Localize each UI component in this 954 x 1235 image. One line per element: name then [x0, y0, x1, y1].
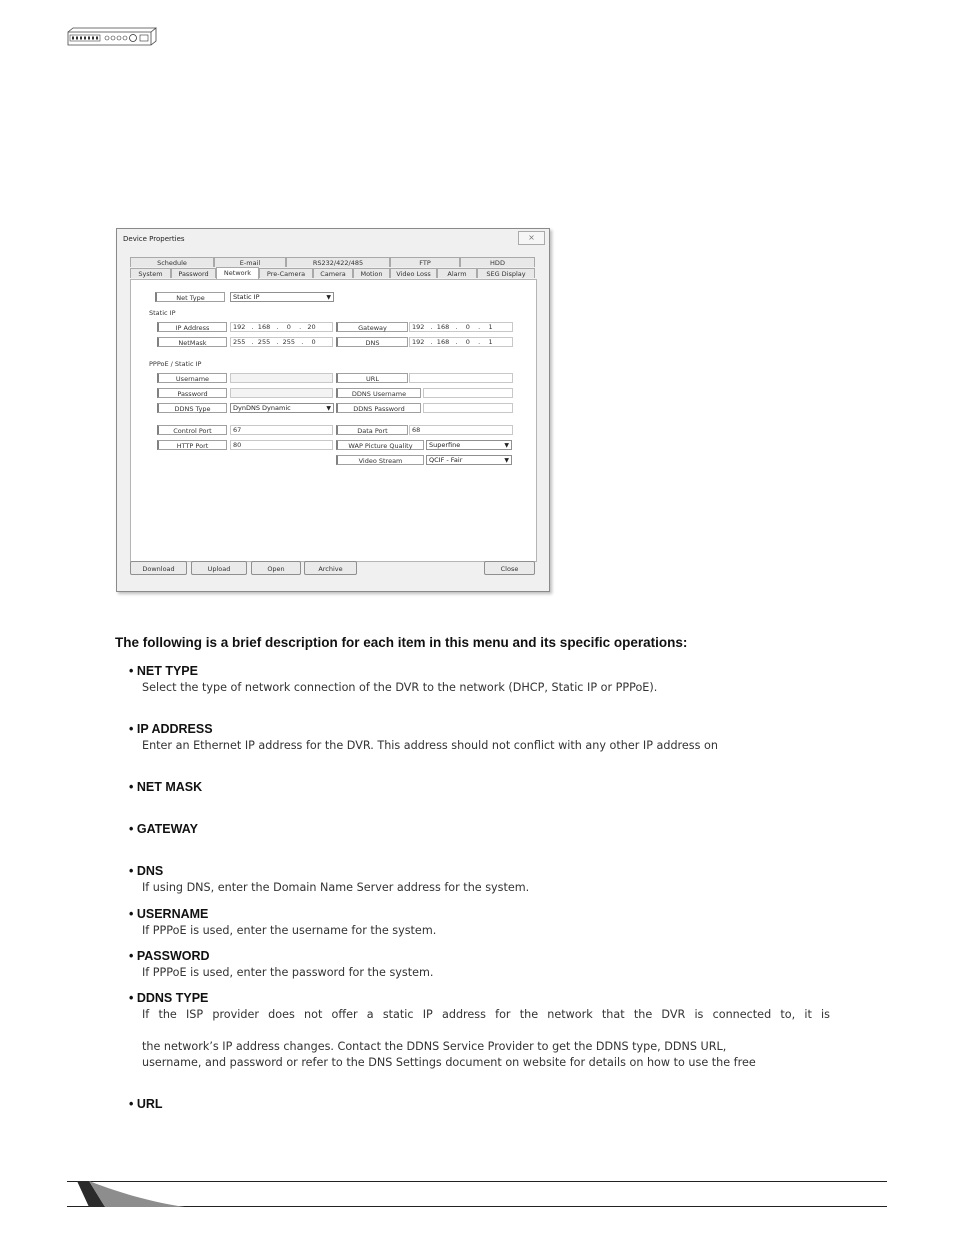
- ip-address-field[interactable]: 192 . 168 . 0 . 20: [230, 322, 333, 332]
- netmask-label: NetMask: [157, 337, 227, 347]
- url-label: URL: [336, 373, 408, 383]
- tab-row-top: [130, 257, 535, 267]
- ddns-type-value: DynDNS Dynamic: [233, 404, 291, 412]
- control-port-field[interactable]: 67: [230, 425, 333, 435]
- video-stream-value: QCIF - Fair: [429, 456, 463, 464]
- download-button[interactable]: Download: [130, 561, 187, 575]
- net-mask-heading: • NET MASK: [129, 780, 203, 794]
- tab-email[interactable]: E-mail: [214, 257, 286, 267]
- tab-rs232[interactable]: RS232/422/485: [286, 257, 390, 267]
- dialog-title: Device Properties: [123, 235, 185, 243]
- url-heading: • URL: [129, 1097, 163, 1111]
- ddns-username-field[interactable]: [423, 388, 513, 398]
- tab-hdd[interactable]: HDD: [460, 257, 535, 267]
- username-heading: • USERNAME: [129, 907, 209, 921]
- footer-swoosh-graphic: [75, 1181, 185, 1207]
- tab-row-bottom: [130, 268, 535, 278]
- dropdown-arrow-icon: ▼: [504, 457, 509, 464]
- dns-field[interactable]: 192 . 168 . 0 . 1: [409, 337, 513, 347]
- username-desc: If PPPoE is used, enter the username for the system.: [142, 924, 437, 937]
- footer-rule-bottom: [67, 1206, 887, 1207]
- username-field[interactable]: [230, 373, 333, 383]
- tab-ftp[interactable]: FTP: [390, 257, 460, 267]
- net-type-label: Net Type: [155, 292, 225, 302]
- password-desc: If PPPoE is used, enter the password for the system.: [142, 966, 434, 979]
- dns-desc: If using DNS, enter the Domain Name Server address for the system.: [142, 881, 530, 894]
- net-type-desc: Select the type of network connection of the DVR to the network (DHCP, Static IP or PPPoE).: [142, 681, 658, 694]
- dns-heading: • DNS: [129, 864, 164, 878]
- open-button[interactable]: Open: [251, 561, 301, 575]
- network-panel: [130, 279, 537, 562]
- dvr-device-icon: [67, 27, 157, 46]
- static-ip-group-label: Static IP: [149, 309, 176, 317]
- ip-address-heading: • IP ADDRESS: [129, 722, 213, 736]
- tab-password[interactable]: Password: [171, 268, 216, 278]
- ddns-type-desc-3: username, and password or refer to the DNS Settings document on website for details on how to use the free: [142, 1056, 756, 1069]
- ddns-password-field[interactable]: [423, 403, 513, 413]
- dropdown-arrow-icon: ▼: [326, 294, 331, 301]
- intro-text: The following is a brief description for each item in this menu and its specific operations:: [115, 635, 688, 650]
- wap-quality-value: Superfine: [429, 441, 461, 449]
- upload-button[interactable]: Upload: [191, 561, 247, 575]
- archive-button[interactable]: Archive: [304, 561, 357, 575]
- pppoe-group-label: PPPoE / Static IP: [149, 360, 202, 368]
- video-stream-select[interactable]: [426, 455, 512, 465]
- tab-camera[interactable]: Camera: [313, 268, 353, 278]
- ddns-password-label: DDNS Password: [336, 403, 421, 413]
- password-label: Password: [157, 388, 227, 398]
- ddns-type-heading: • DDNS TYPE: [129, 991, 209, 1005]
- control-port-label: Control Port: [157, 425, 227, 435]
- footer-rule-top: [67, 1181, 887, 1182]
- ddns-type-label: DDNS Type: [157, 403, 227, 413]
- data-port-label: Data Port: [336, 425, 408, 435]
- device-properties-dialog: [116, 228, 550, 592]
- gateway-label: Gateway: [336, 322, 408, 332]
- net-type-value: Static IP: [233, 293, 260, 301]
- tab-schedule[interactable]: Schedule: [130, 257, 214, 267]
- username-label: Username: [157, 373, 227, 383]
- ddns-type-select[interactable]: [230, 403, 334, 413]
- ip-address-label: IP Address: [157, 322, 227, 332]
- tab-alarm[interactable]: Alarm: [437, 268, 477, 278]
- close-button[interactable]: Close: [484, 561, 535, 575]
- tab-network[interactable]: Network: [216, 267, 259, 279]
- http-port-label: HTTP Port: [157, 440, 227, 450]
- ip-address-desc: Enter an Ethernet IP address for the DVR. This address should not conflict with any other IP address on: [142, 739, 718, 752]
- net-type-select[interactable]: [230, 292, 334, 302]
- video-stream-label: Video Stream: [336, 455, 424, 465]
- ddns-username-label: DDNS Username: [336, 388, 421, 398]
- tab-system[interactable]: System: [130, 268, 171, 278]
- http-port-field[interactable]: 80: [230, 440, 333, 450]
- wap-quality-select[interactable]: [426, 440, 512, 450]
- ddns-type-desc-1: If the ISP provider does not offer a static IP address for the network that the DVR is connected to, it is: [142, 1008, 830, 1021]
- tab-seg-display[interactable]: SEG Display: [477, 268, 535, 278]
- url-field[interactable]: [409, 373, 513, 383]
- dropdown-arrow-icon: ▼: [326, 405, 331, 412]
- password-field[interactable]: [230, 388, 333, 398]
- net-type-heading: • NET TYPE: [129, 664, 198, 678]
- tab-video-loss[interactable]: Video Loss: [390, 268, 437, 278]
- gateway-heading: • GATEWAY: [129, 822, 198, 836]
- ddns-type-desc-2: the network’s IP address changes. Contact the DDNS Service Provider to get the DDNS type, DDNS URL,: [142, 1040, 727, 1053]
- tab-pre-camera[interactable]: Pre-Camera: [259, 268, 313, 278]
- password-heading: • PASSWORD: [129, 949, 210, 963]
- tab-motion[interactable]: Motion: [353, 268, 390, 278]
- close-icon[interactable]: ⨯: [518, 231, 545, 245]
- gateway-field[interactable]: 192 . 168 . 0 . 1: [409, 322, 513, 332]
- dropdown-arrow-icon: ▼: [504, 442, 509, 449]
- netmask-field[interactable]: 255 . 255 . 255 . 0: [230, 337, 333, 347]
- data-port-field[interactable]: 68: [409, 425, 513, 435]
- wap-quality-label: WAP Picture Quality: [336, 440, 424, 450]
- dns-label: DNS: [336, 337, 408, 347]
